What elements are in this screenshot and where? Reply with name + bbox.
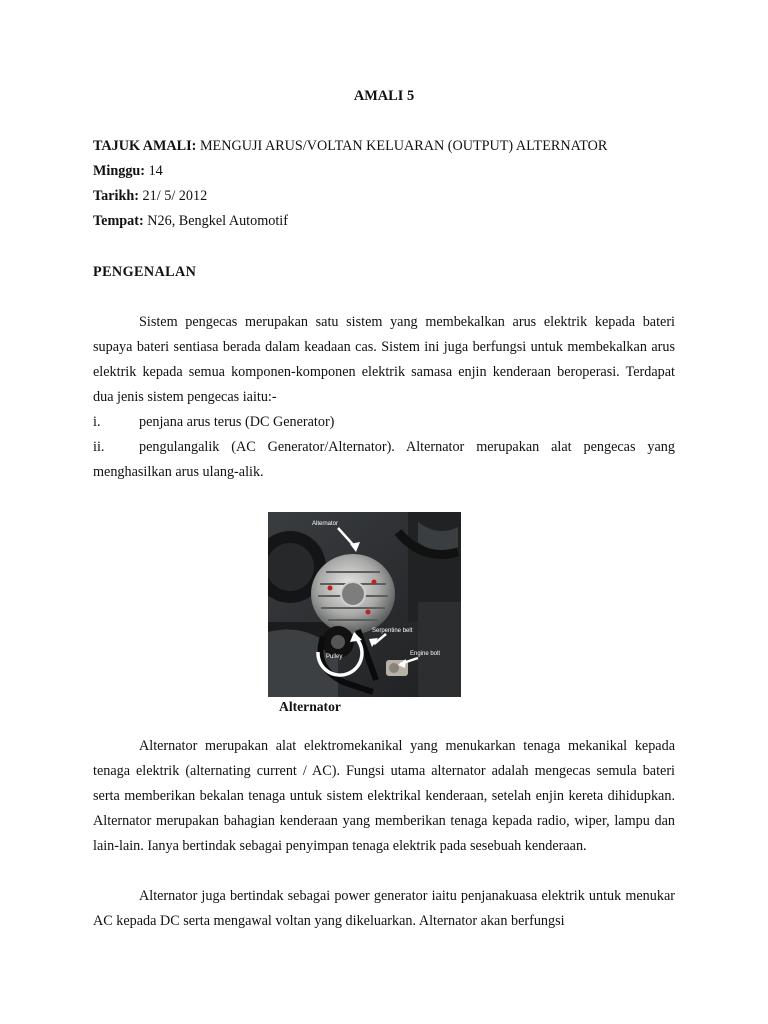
tarikh-value: 21/ 5/ 2012 — [142, 188, 208, 204]
meta-tempat — [93, 213, 288, 230]
section-heading-pengenalan: PENGENALAN — [93, 264, 197, 280]
paragraph-3-text: Alternator juga bertindak sebagai power generator iaitu penjanakuasa elektrik untuk menukar AC kepada DC serta mengawal voltan yang dikeluarkan. Alternator akan berfungsi — [93, 888, 675, 929]
tarikh-label: Tarikh: — [93, 188, 139, 204]
photo-label-bolt: Engine bolt — [410, 651, 441, 657]
photo-label-belt: Serpentine belt — [372, 628, 413, 634]
minggu-label: Minggu: — [93, 163, 146, 179]
minggu-value: 14 — [148, 163, 163, 179]
document-title: AMALI 5 — [353, 88, 415, 104]
tempat-label: Tempat: — [93, 213, 144, 229]
list-item — [93, 410, 675, 435]
intro-paragraph-text: Sistem pengecas merupakan satu sistem yang membekalkan arus elektrik kepada bateri supaya bateri sentiasa berada dalam keadaan cas. Sistem ini juga berfungsi untuk membekalkan arus elektrik kepada semua komponen-komponen elektrik samasa enjin kenderaan beroperasi. Terdapat dua jenis sistem pengecas iaitu:- — [93, 314, 675, 405]
figure-caption: Alternator — [279, 699, 341, 714]
list-item-number: ii. — [93, 439, 105, 455]
list-item-number: i. — [93, 414, 101, 430]
meta-minggu — [93, 163, 163, 180]
meta-tarikh — [93, 188, 207, 205]
tajuk-value: MENGUJI ARUS/VOLTAN KELUARAN (OUTPUT) ALTERNATOR — [199, 138, 608, 154]
meta-tajuk — [93, 138, 607, 155]
list-item — [93, 435, 675, 485]
alternator-photo-illustration — [268, 512, 461, 697]
tajuk-label: TAJUK AMALI: — [93, 138, 197, 154]
list-item-text: pengulangalik (AC Generator/Alternator). Alternator merupakan alat pengecas yang menghasilkan arus ulang-alik. — [93, 439, 675, 480]
paragraph-alternator-definition — [93, 734, 675, 859]
alternator-photo — [268, 512, 461, 697]
tempat-value: N26, Bengkel Automotif — [147, 213, 288, 229]
paragraph-2-text: Alternator merupakan alat elektromekanikal yang menukarkan tenaga mekanikal kepada tenaga elektrik (alternating current / AC). Fungsi utama alternator adalah mengecas semula bateri serta memberikan bekalan tenaga untuk sistem elektrikal kenderaan, setelah enjin kereta dihidupkan. Alternator merupakan bahagian kenderaan yang memberikan tenaga kepada radio, wiper, lampu dan lain-lain. Ianya bertindak sebagai penyimpan tenaga elektrik pada sesebuah kenderaan. — [93, 738, 675, 854]
intro-paragraph — [93, 310, 675, 410]
photo-label-pulley: Pulley — [326, 654, 343, 660]
photo-label-alternator: Alternator — [312, 521, 339, 527]
paragraph-alternator-function — [93, 884, 675, 934]
list-item-text: penjana arus terus (DC Generator) — [139, 414, 335, 430]
